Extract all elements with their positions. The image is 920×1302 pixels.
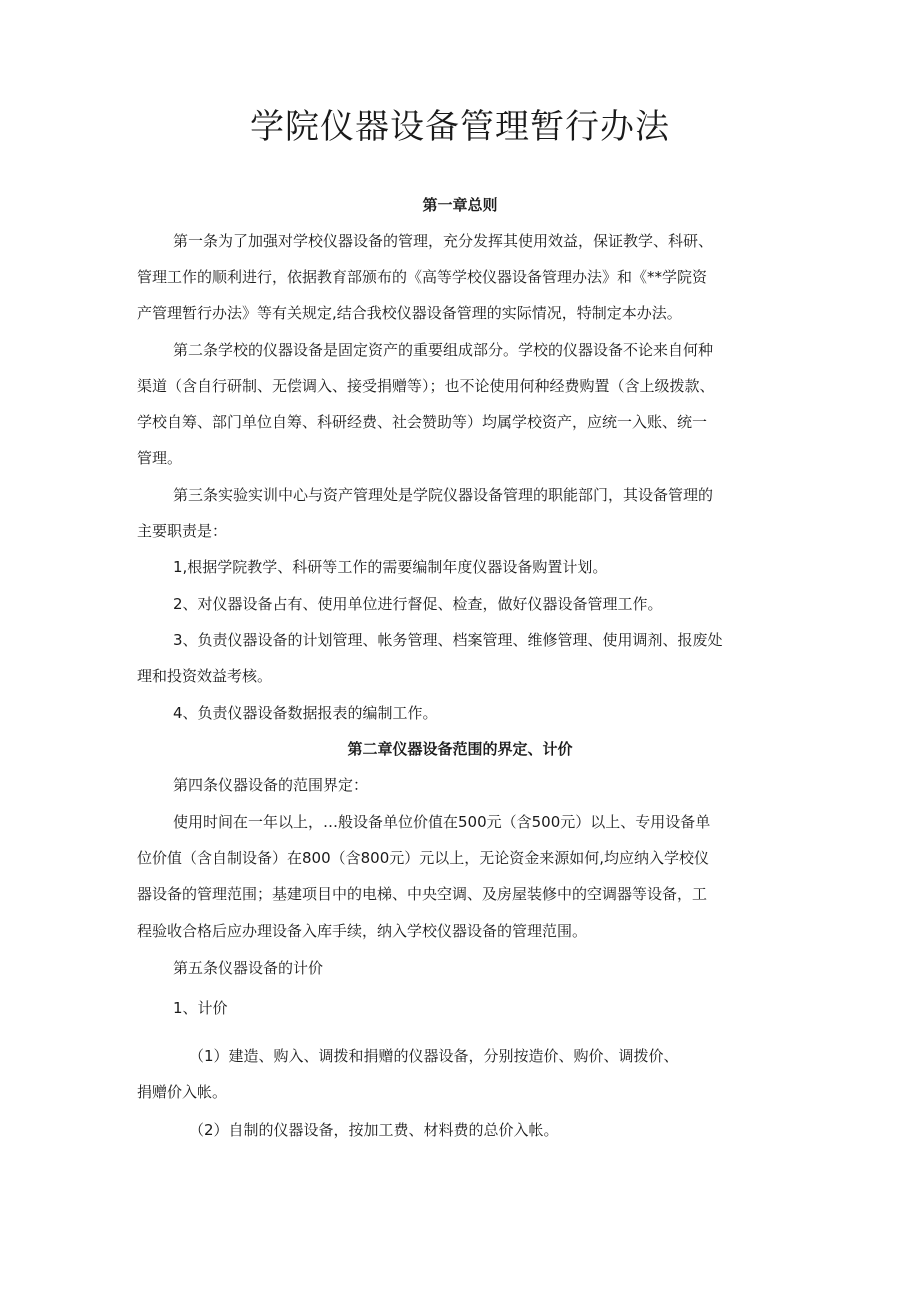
paragraph-line: 第三条实验实训中心与资产管理处是学院仪器设备管理的职能部门，其设备管理的	[173, 486, 714, 504]
paragraph-line: 理和投资效益考核。	[137, 667, 273, 685]
paragraph-line: 3、负责仪器设备的计划管理、帐务管理、档案管理、维修管理、使用调剂、报废处	[173, 631, 723, 649]
paragraph-line: 管理。	[137, 449, 183, 467]
paragraph-line: 学校自筹、部门单位自筹、科研经费、社会赞助等）均属学校资产，应统一入账、统一	[137, 413, 708, 431]
paragraph-line: 产管理暂行办法》等有关规定,结合我校仪器设备管理的实际情况，特制定本办法。	[137, 304, 682, 322]
document-title: 学院仪器设备管理暂行办法	[250, 107, 670, 147]
paragraph-line: 管理工作的顺利进行，依据教育部颁布的《高等学校仪器设备管理办法》和《**学院资	[137, 268, 708, 286]
paragraph-line: 4、负责仪器设备数据报表的编制工作。	[173, 704, 438, 722]
paragraph-line: （1）建造、购入、调拨和捐赠的仪器设备，分别按造价、购价、调拨价、	[189, 1047, 679, 1065]
paragraph-line: 捐赠价入帐。	[137, 1083, 228, 1101]
paragraph-line: 1、计价	[173, 999, 228, 1017]
chapter-2-heading: 第二章仪器设备范围的界定、计价	[347, 740, 573, 758]
paragraph-line: 器设备的管理范围；基建项目中的电梯、中央空调、及房屋装修中的空调器等设备，工	[137, 885, 708, 903]
paragraph-line: 使用时间在一年以上，…般设备单位价值在500元（含500元）以上、专用设备单	[173, 813, 711, 831]
paragraph-line: 程验收合格后应办理设备入库手续，纳入学校仪器设备的管理范围。	[137, 922, 588, 940]
chapter-1-heading: 第一章总则	[422, 196, 498, 214]
paragraph-line: 第五条仪器设备的计价	[173, 959, 324, 977]
paragraph-line: （2）自制的仪器设备，按加工费、材料费的总价入帐。	[189, 1121, 559, 1139]
paragraph-line: 2、对仪器设备占有、使用单位进行督促、检查，做好仪器设备管理工作。	[173, 595, 663, 613]
paragraph-line: 位价值（含自制设备）在800（含800元）元以上，无论资金来源如何,均应纳入学校仪	[137, 849, 710, 867]
paragraph-line: 第四条仪器设备的范围界定：	[173, 776, 369, 794]
paragraph-line: 第二条学校的仪器设备是固定资产的重要组成部分。学校的仪器设备不论来自何种	[173, 341, 714, 359]
paragraph-line: 1,根据学院教学、科研等工作的需要编制年度仪器设备购置计划。	[173, 558, 608, 576]
paragraph-line: 渠道（含自行研制、无偿调入、接受捐赠等）；也不论使用何种经费购置（含上级拨款、	[137, 377, 715, 395]
paragraph-line: 第一条为了加强对学校仪器设备的管理，充分发挥其使用效益，保证教学、科研、	[173, 232, 714, 250]
paragraph-line: 主要职责是：	[137, 522, 228, 540]
